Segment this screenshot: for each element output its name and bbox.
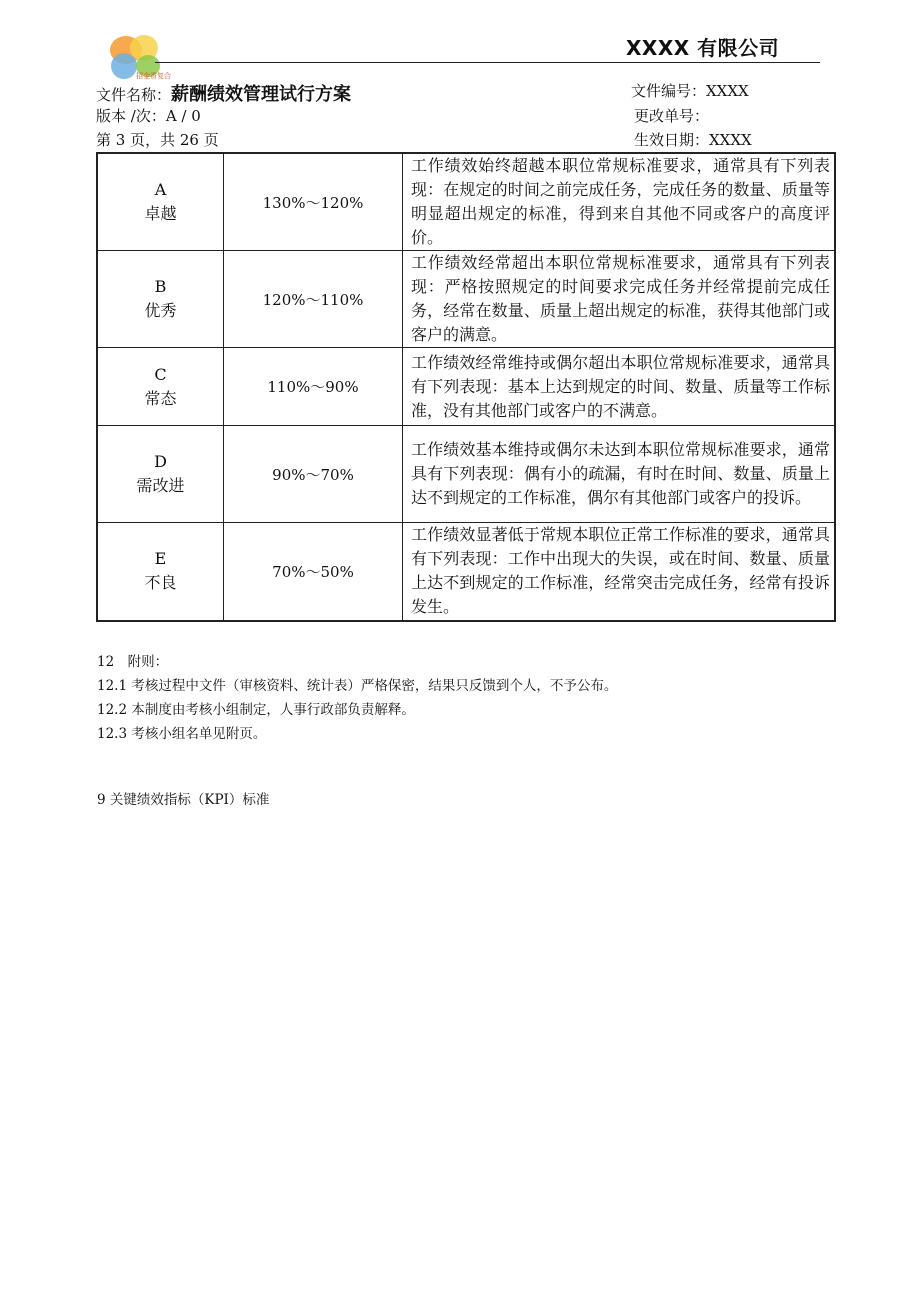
grade-description: 工作绩效基本维持或偶尔未达到本职位常规标准要求，通常具有下列表现：偶有小的疏漏，有时在时间、数量、质量上达不到规定的工作标准，偶尔有其他部门或客户的投诉。 <box>403 426 836 523</box>
appendix-item: 12.1 考核过程中文件（审核资料、统计表）严格保密，结果只反馈到个人，不予公布。 <box>97 678 618 694</box>
page-number: 第 3 页，共 26 页 <box>96 131 219 149</box>
grade-name: 需改进 <box>136 476 185 495</box>
grade-letter: E <box>154 549 167 569</box>
grade-letter: C <box>154 364 167 384</box>
grade-name: 不良 <box>144 573 177 593</box>
grade-name: 常态 <box>144 388 177 408</box>
file-number: 文件编号：XXXX <box>631 82 749 100</box>
company-name: XXXX 有限公司 <box>626 36 780 60</box>
grade-letter: A <box>154 180 167 199</box>
appendix-section <box>97 650 617 746</box>
grade-range: 70%～50% <box>224 523 403 621</box>
grade-cell <box>97 153 224 251</box>
grade-cell <box>97 348 224 426</box>
grade-cell <box>97 251 224 348</box>
appendix-item: 12.3 考核小组名单见附页。 <box>97 726 267 742</box>
grade-cell <box>97 426 224 523</box>
kpi-heading: 9 关键绩效指标（KPI）标准 <box>97 792 270 808</box>
grade-table <box>96 152 836 622</box>
company-logo <box>104 28 171 84</box>
grade-description: 工作绩效始终超越本职位常规标准要求，通常具有下列表现：在规定的时间之前完成任务，完成任务的数量、质量等明显超出规定的标准，得到来自其他不同或客户的高度评价。 <box>403 153 836 251</box>
grade-range: 130%～120% <box>224 153 403 251</box>
table-row <box>97 426 835 523</box>
grade-range: 120%～110% <box>224 251 403 348</box>
header-rule <box>155 62 820 63</box>
appendix-item: 12.2 本制度由考核小组制定，人事行政部负责解释。 <box>97 702 415 718</box>
appendix-heading: 12 附则： <box>97 654 169 670</box>
effective-date: 生效日期：XXXX <box>634 131 752 149</box>
grade-range: 110%～90% <box>224 348 403 426</box>
grade-description: 工作绩效经常超出本职位常规标准要求，通常具有下列表现：严格按照规定的时间要求完成任务并经常提前完成任务，经常在数量、质量上超出规定的标准，获得其他部门或客户的满意。 <box>403 251 836 348</box>
grade-description: 工作绩效经常维持或偶尔超出本职位常规标准要求，通常具有下列表现：基本上达到规定的时间、数量、质量等工作标准，没有其他部门或客户的不满意。 <box>403 348 836 426</box>
grade-name: 卓越 <box>144 204 177 223</box>
grade-description: 工作绩效显著低于常规本职位正常工作标准的要求，通常具有下列表现：工作中出现大的失误，或在时间、数量、质量上达不到规定的工作标准，经常突击完成任务，经常有投诉发生。 <box>403 523 836 621</box>
table-row <box>97 523 835 621</box>
table-row <box>97 153 835 251</box>
table-row <box>97 251 835 348</box>
grade-range: 90%～70% <box>224 426 403 523</box>
file-name-line <box>96 80 351 106</box>
grade-letter: D <box>154 452 167 471</box>
grade-name: 优秀 <box>144 301 177 320</box>
change-number: 更改单号： <box>634 107 710 125</box>
document-title: 薪酬绩效管理试行方案 <box>171 84 352 105</box>
file-name-label: 文件名称： <box>96 86 172 104</box>
grade-cell <box>97 523 224 621</box>
version: 版本 /次：A / 0 <box>96 107 201 125</box>
table-row <box>97 348 835 426</box>
logo-text: 招金香复合 <box>136 72 171 80</box>
grade-letter: B <box>154 277 167 296</box>
